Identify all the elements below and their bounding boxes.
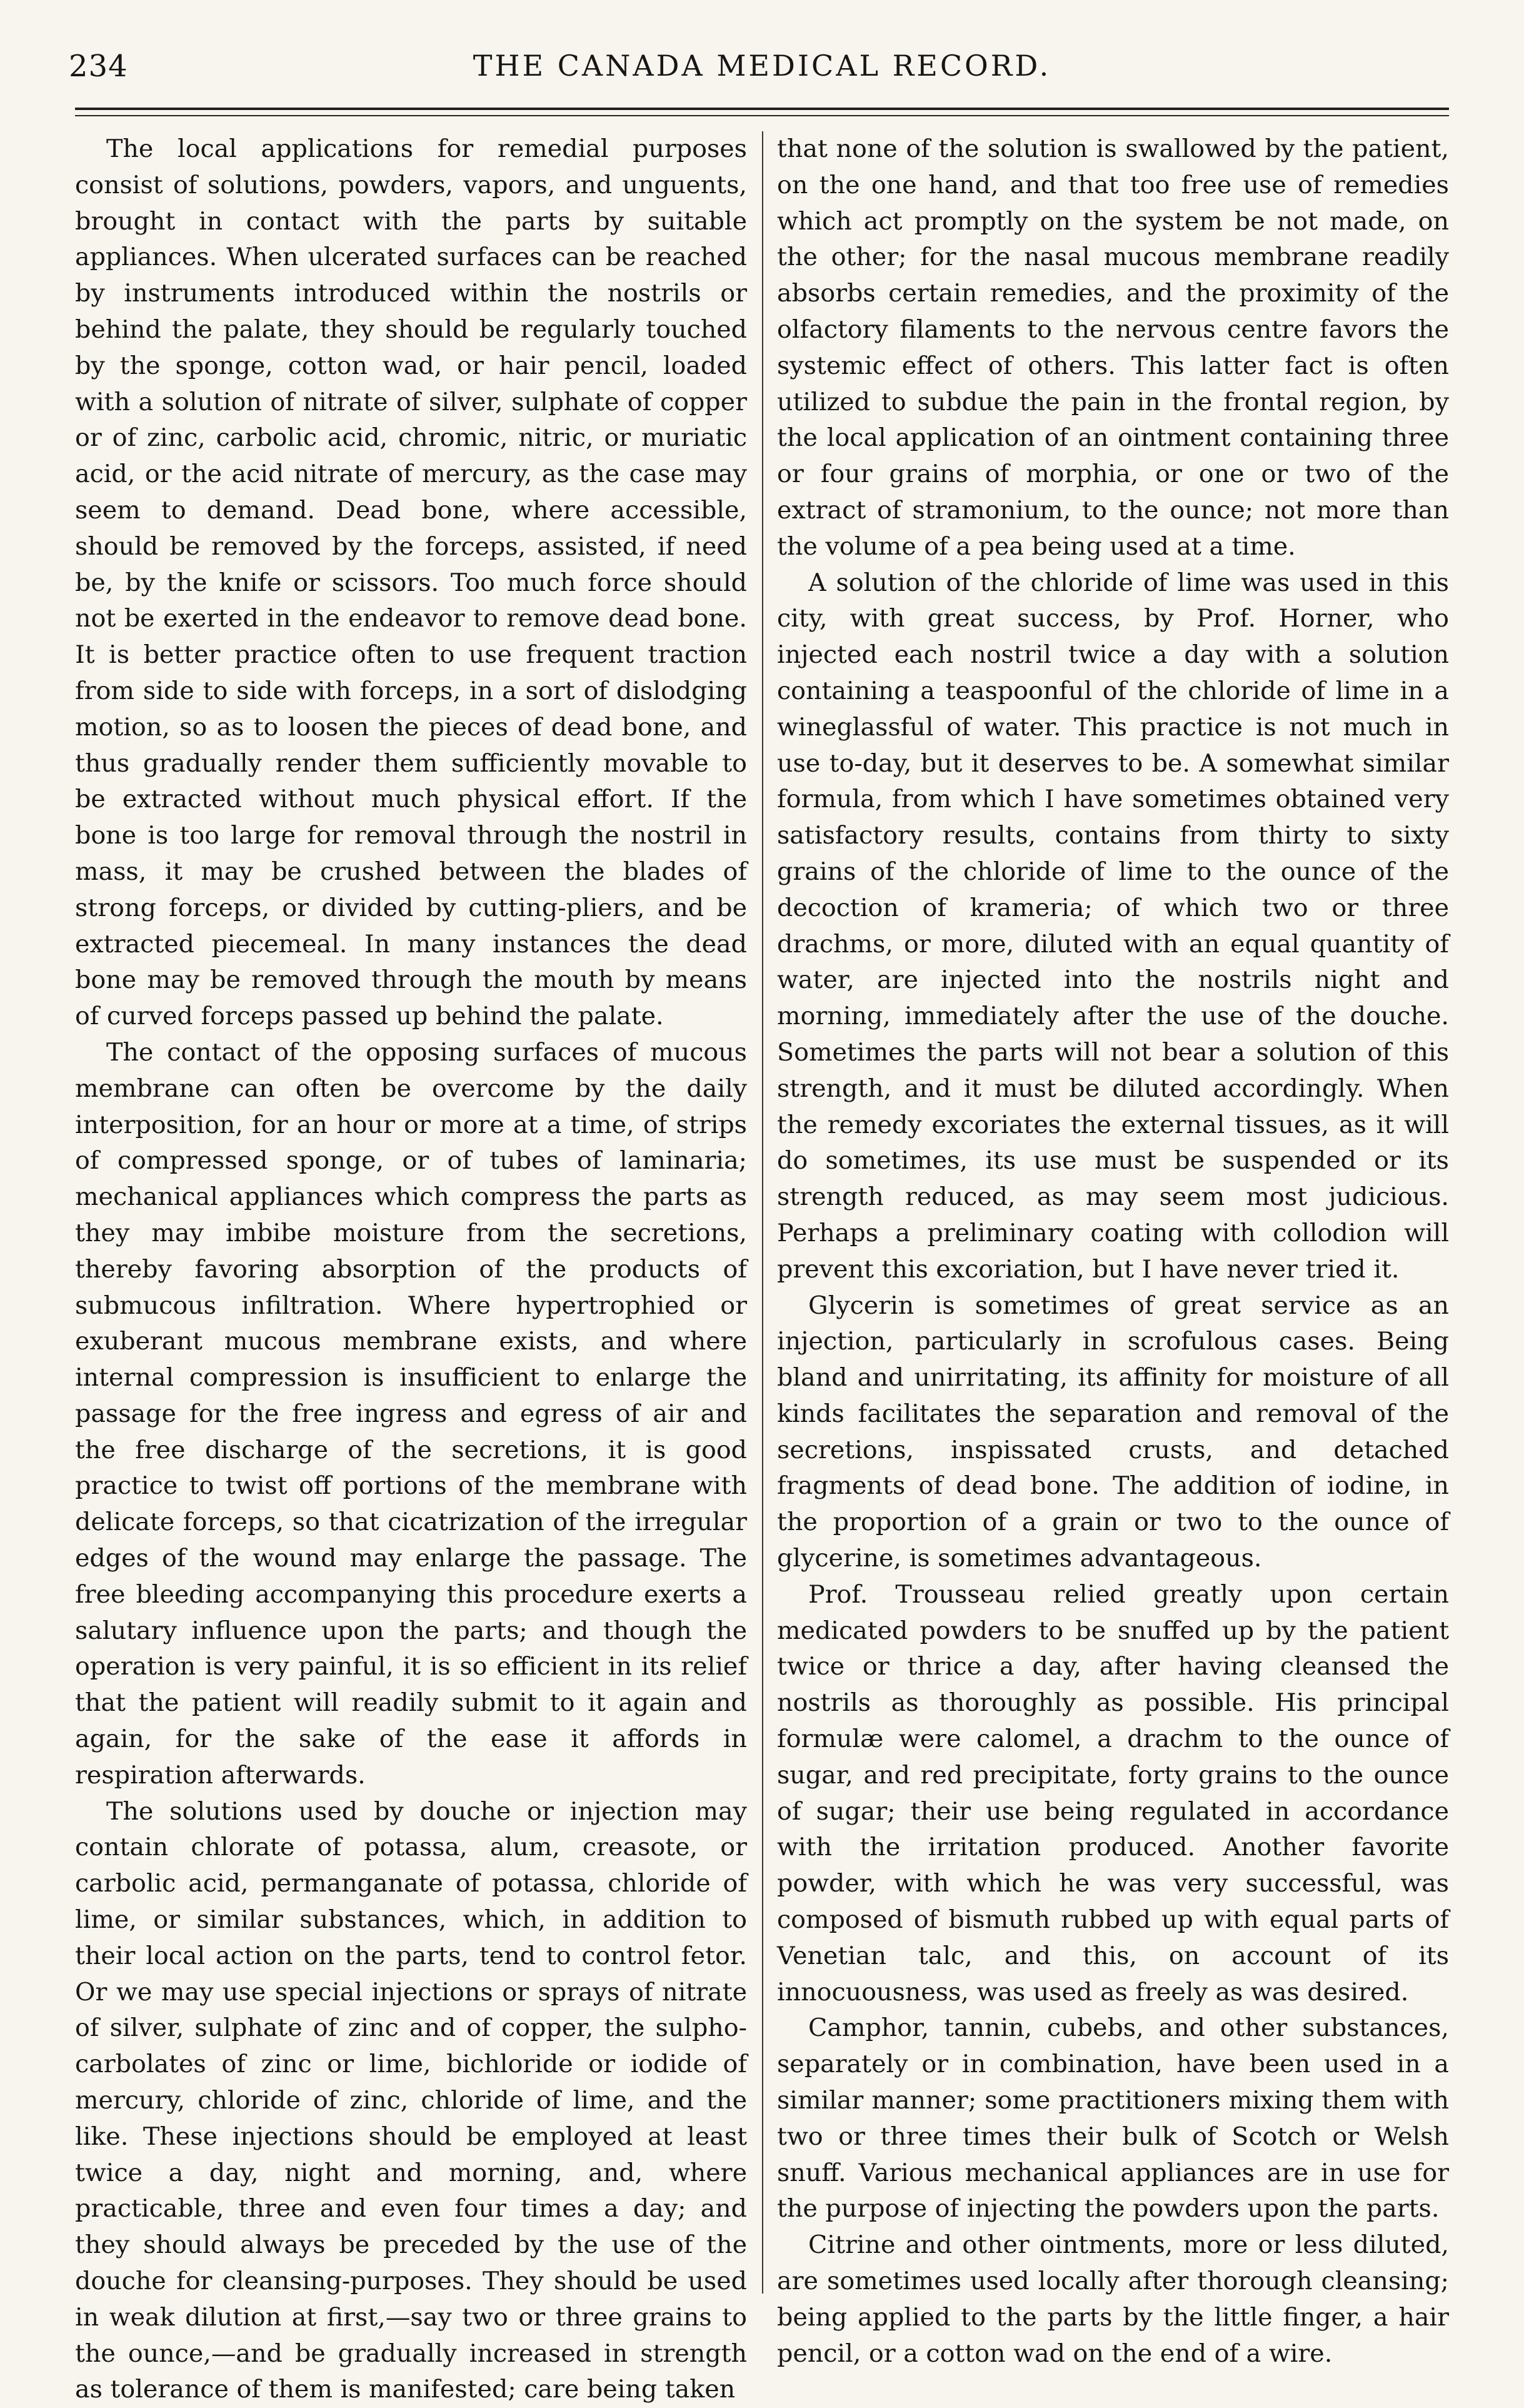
paragraph: Citrine and other ointments, more or less diluted, are sometimes used locally after thorough cleansing; being applied to the parts by the little finger, a hair pencil, or a cotton wad on the end of a wire. [777, 2230, 1449, 2368]
paragraph: The local applications for remedial purposes consist of solutions, powders, vapors, and unguents, brought in contact with the parts by suitable appliances. When ulcerated surfaces can be reached by instruments introduced within the nostrils or behind the palate, they should be regularly touched by the sponge, cotton wad, or hair pencil, loaded with a solution of nitrate of silver, sulphate of copper or of zinc, carbolic acid, chromic, nitric, or muriatic acid, or the acid nitrate of mercury, as the case may seem to demand. Dead bone, where accessible, should be removed by the forceps, assisted, if need be, by the knife or scissors. Too much force should not be exerted in the endeavor to remove dead bone. It is better practice often to use frequent traction from side to side with forceps, in a sort of dislodging motion, so as to loosen the pieces of dead bone, and thus gradually render them sufficiently movable to be extracted without much physical effort. If the bone is too large for removal through the nostril in mass, it may be crushed between the blades of strong forceps, or divided by cutting-pliers, and be extracted piecemeal. In many instances the dead bone may be removed through the mouth by means of curved forceps passed up behind the palate. [75, 134, 747, 1031]
paragraph: Glycerin is sometimes of great service as an injection, particularly in scrofulous cases. Being bland and unirritating, its affinity for moisture of all kinds facilitates the separation and removal of the secretions, inspissated crusts, and detached fragments of dead bone. The addition of iodine, in the proportion of a grain or two to the ounce of glycerine, is sometimes advantageous. [777, 1291, 1449, 1573]
right-column [777, 131, 1449, 2372]
journal-title: THE CANADA MEDICAL RECORD. [473, 49, 1051, 83]
paragraph: A solution of the chloride of lime was used in this city, with great success, by Prof. Horner, who injected each nostril twice a day with a solution containing a teaspoonful of the chloride of lime in a wineglassful of water. This practice is not much in use to-day, but it deserves to be. A somewhat similar formula, from which I have sometimes obtained very satisfactory results, contains from thirty to sixty grains of the chloride of lime to the ounce of the decoction of krameria; of which two or three drachms, or more, diluted with an equal quantity of water, are injected into the nostrils night and morning, immediately after the use of the douche. Sometimes the parts will not bear a solution of this strength, and it must be diluted accordingly. When the remedy excoriates the external tissues, as it will do sometimes, its use must be suspended or its strength reduced, as may seem most judicious. Perhaps a preliminary coating with collodion will prevent this excoriation, but I have never tried it. [777, 568, 1449, 1284]
text-columns [75, 131, 1449, 2404]
paragraph: The contact of the opposing surfaces of mucous membrane can often be overcome by the daily interposition, for an hour or more at a time, of strips of compressed sponge, or of tubes of laminaria; mechanical appliances which compress the parts as they may imbibe moisture from the secretions, thereby favoring absorption of the products of submucous infiltration. Where hypertrophied or exuberant mucous membrane exists, and where internal compression is insufficient to enlarge the passage for the free ingress and egress of air and the free discharge of the secretions, it is good practice to twist off portions of the membrane with delicate forceps, so that cicatrization of the irregular edges of the wound may enlarge the passage. The free bleeding accompanying this procedure exerts a salutary influence upon the parts; and though the operation is very painful, it is so efficient in its relief that the patient will readily submit to it again and again, for the sake of the ease it affords in respiration afterwards. [75, 1037, 747, 1790]
paragraph: The solutions used by douche or injection may contain chlorate of potassa, alum, creasote, or carbolic acid, permanganate of potassa, chloride of lime, or similar substances, which, in addition to their local action on the parts, tend to control fetor. Or we may use special injections or sprays of nitrate of silver, sulphate of zinc and of copper, the sulpho-carbolates of zinc or lime, bichloride or iodide of mercury, chloride of zinc, chloride of lime, and the like. These injections should be employed at least twice a day, night and morning, and, where practicable, three and even four times a day; and they should always be preceded by the use of the douche for cleansing-purposes. They should be used in weak dilution at first,—say two or three grains to the ounce,—and be gradually increased in strength as tolerance of them is manifested; care being taken [75, 1796, 747, 2404]
left-column [75, 131, 747, 2408]
paragraph: Camphor, tannin, cubebs, and other substances, separately or in combination, have been used in a similar manner; some practitioners mixing them with two or three times their bulk of Scotch or Welsh snuff. Various mechanical appliances are in use for the purpose of injecting the powders upon the parts. [777, 2013, 1449, 2224]
running-head [69, 45, 1455, 101]
column-divider [762, 131, 763, 2294]
paragraph: Prof. Trousseau relied greatly upon certain medicated powders to be snuffed up by the patient twice or thrice a day, after having cleansed the nostrils as thoroughly as possible. His principal formulæ were calomel, a drachm to the ounce of sugar, and red precipitate, forty grains to the ounce of sugar; their use being regulated in accordance with the irritation produced. Another favorite powder, with which he was very successful, was composed of bismuth rubbed up with equal parts of Venetian talc, and this, on account of its innocuousness, was used as freely as was desired. [777, 1579, 1449, 2007]
paragraph-continued: that none of the solution is swallowed by the patient, on the one hand, and that too free use of remedies which act promptly on the system be not made, on the other; for the nasal mucous membrane readily absorbs certain remedies, and the proximity of the olfactory filaments to the nervous centre favors the systemic effect of others. This latter fact is often utilized to subdue the pain in the frontal region, by the local application of an ointment containing three or four grains of morphia, or one or two of the extract of stramonium, to the ounce; not more than the volume of a pea being used at a time. [777, 134, 1449, 561]
page-number: 234 [69, 49, 128, 84]
header-rule [75, 108, 1449, 110]
header-rule-thin [75, 115, 1449, 116]
